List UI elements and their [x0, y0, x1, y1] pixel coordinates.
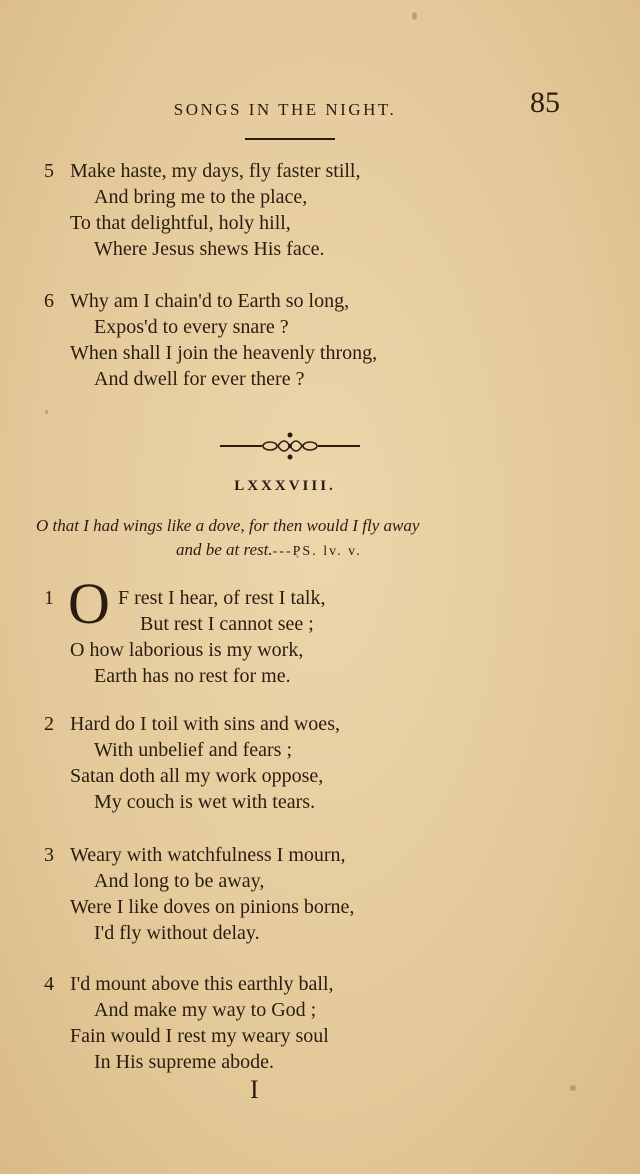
- hymn-number: LXXXVIII.: [234, 478, 336, 494]
- verse-line: I'd mount above this earthly ball,: [70, 973, 334, 995]
- ornament-divider-icon: [220, 430, 360, 462]
- foxing-spot: [412, 12, 417, 20]
- stanza-3: [44, 842, 604, 946]
- stanza-1: [44, 585, 604, 689]
- scripture-reference: ---PS. lv. v.: [272, 544, 362, 559]
- verse-line: Satan doth all my work oppose,: [70, 765, 324, 787]
- verse-line: Why am I chain'd to Earth so long,: [70, 290, 350, 312]
- verse-line: In His supreme abode.: [94, 1051, 274, 1073]
- verse-line: And dwell for ever there ?: [94, 368, 305, 390]
- stanza-5: [44, 158, 604, 262]
- verse-line: My couch is wet with tears.: [94, 791, 316, 813]
- verse-line: And make my way to God ;: [94, 999, 317, 1021]
- epigraph-line-2: [176, 538, 596, 564]
- verse-line: Expos'd to every snare ?: [94, 316, 289, 338]
- page-number: 85: [530, 86, 560, 119]
- verse-line: O how laborious is my work,: [70, 639, 304, 661]
- epigraph-line-1: O that I had wings like a dove, for then would I fly away: [36, 516, 420, 535]
- signature-mark: I: [250, 1075, 259, 1104]
- verse-line: F rest I hear, of rest I talk,: [118, 587, 326, 609]
- verse-line: Hard do I toil with sins and woes,: [70, 713, 340, 735]
- drop-cap: O: [68, 571, 110, 636]
- stanza-number: 5: [44, 160, 54, 182]
- stanza-4: [44, 971, 604, 1075]
- verse-line: Earth has no rest for me.: [94, 665, 291, 687]
- verse-line: I'd fly without delay.: [94, 922, 260, 944]
- foxing-spot: [570, 1085, 576, 1091]
- foxing-spot: [45, 410, 48, 414]
- epigraph-text: and be at rest.: [176, 540, 273, 559]
- verse-line: To that delightful, holy hill,: [70, 212, 291, 234]
- stanza-number: 2: [44, 713, 54, 735]
- header-rule: [245, 138, 335, 140]
- stanza-number: 1: [44, 587, 54, 609]
- stanza-number: 3: [44, 844, 54, 866]
- verse-line: When shall I join the heavenly throng,: [70, 342, 378, 364]
- foxing-spot: [296, 555, 299, 558]
- verse-line: Weary with watchfulness I mourn,: [70, 844, 346, 866]
- verse-line: Fain would I rest my weary soul: [70, 1025, 329, 1047]
- stanza-6: [44, 288, 604, 392]
- verse-line: Where Jesus shews His face.: [94, 238, 325, 260]
- verse-line: Make haste, my days, fly faster still,: [70, 160, 361, 182]
- stanza-number: 4: [44, 973, 54, 995]
- verse-line: And bring me to the place,: [94, 186, 308, 208]
- verse-line: But rest I cannot see ;: [140, 613, 314, 635]
- stanza-2: [44, 711, 604, 815]
- verse-line: And long to be away,: [94, 870, 265, 892]
- verse-line: Were I like doves on pinions borne,: [70, 896, 355, 918]
- verse-line: With unbelief and fears ;: [94, 739, 293, 761]
- running-head: SONGS IN THE NIGHT.: [173, 100, 397, 119]
- stanza-number: 6: [44, 290, 54, 312]
